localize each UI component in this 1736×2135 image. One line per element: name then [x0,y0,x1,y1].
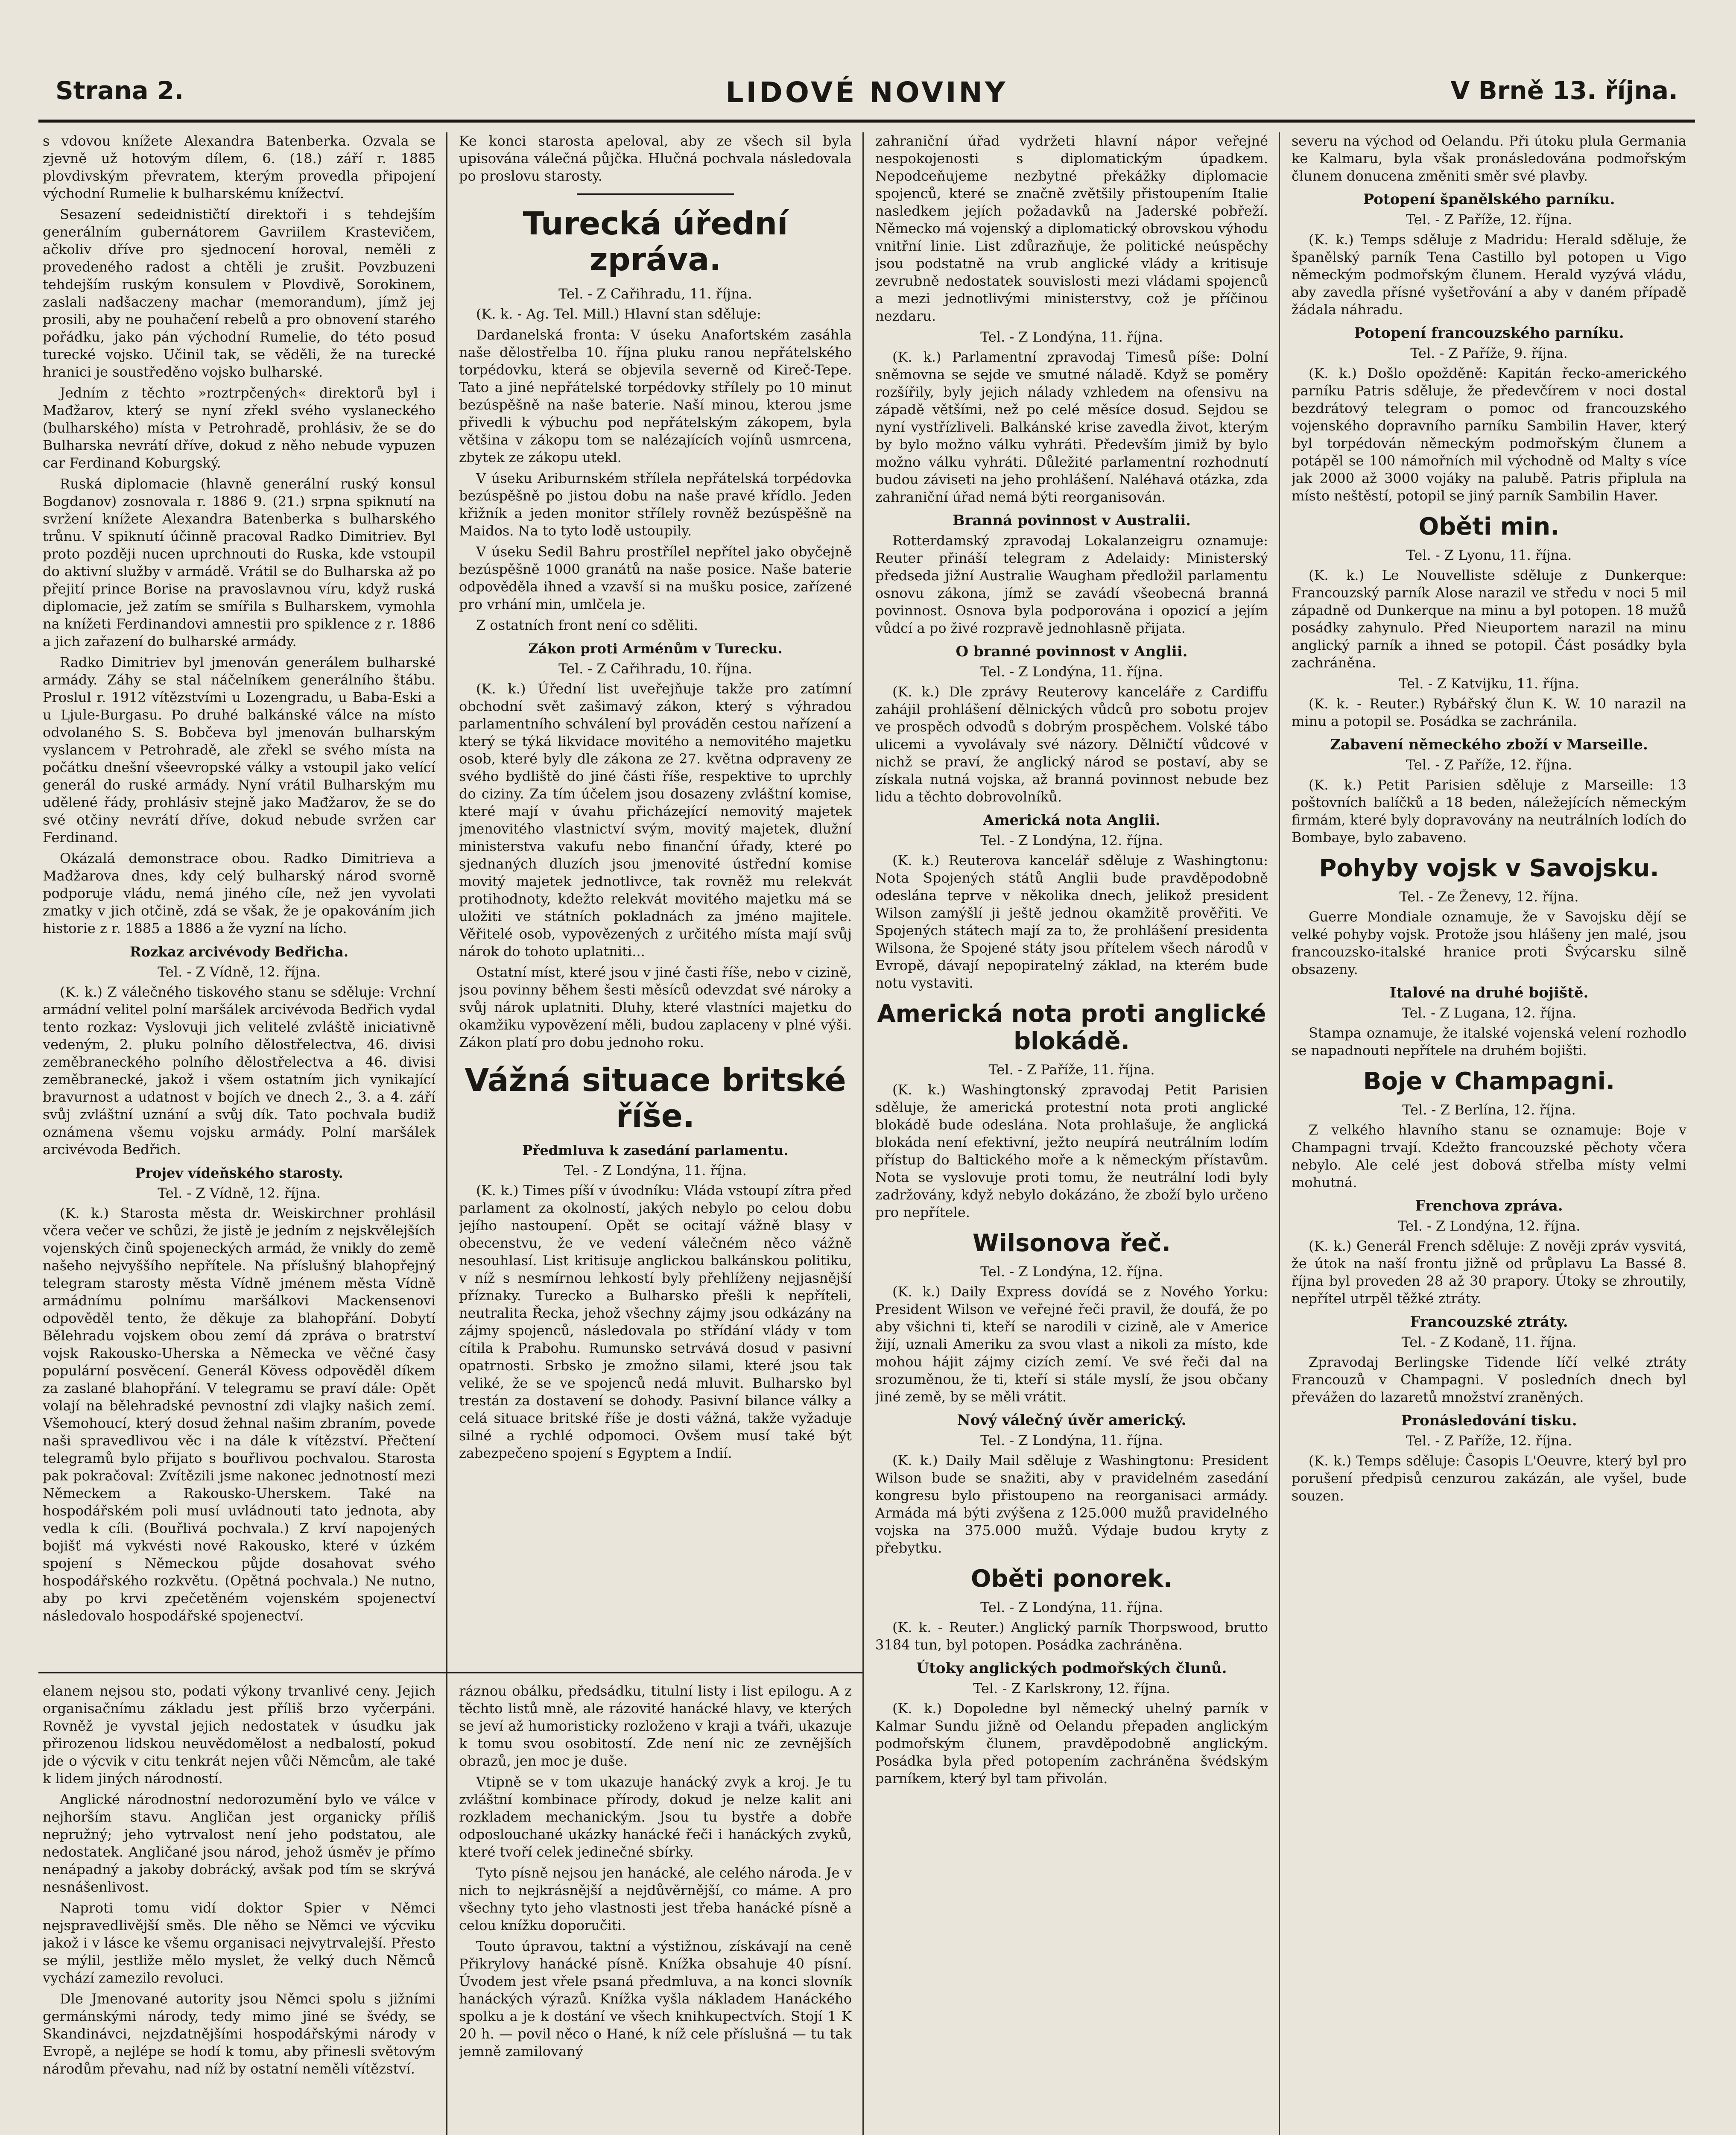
column-2 [459,132,852,1665]
dateline: Tel. - Z Berlína, 12. října. [1402,1102,1576,1118]
headline-turkish-report: Turecká úřední zpráva. [523,205,788,278]
paragraph: (K. k.) Dle zprávy Reuterovy kanceláře z Cardiffu zahájil prohlášení dělnických vůdců pro sobotu projev ve prospěch odvodů s dobrým prospěchem. Volské tábo ulicemi a vyvolávaly své názory. Dělničtí vůdcové v nichž se praví, že anglický národ se postaví, aby se získala nutná vojska, až branná povinnost nebude bez lidu a těchto dobrovolníků. [875,684,1268,805]
dateline: Tel. - Ze Ženevy, 12. října. [1399,889,1579,905]
paragraph: s vdovou knížete Alexandra Batenberka. Ozvala se zjevně už hotovým dílem, 6. (18.) září r. 1885 plovdivským převratem, kterým provedla připojení východní Rumelie k bulharskému knížectví. [43,133,435,202]
dateline: Tel. - Z Londýna, 11. října. [980,1599,1163,1615]
paragraph: Guerre Mondiale oznamuje, že v Savojsku dějí se velké pohyby vojsk. Protože jsou hlášeny jen malé, jsou francouzsko-italské hranice proti Švýcarsku silně obsazeny. [1292,909,1686,977]
column-1 [43,132,435,1665]
paragraph: (K. k.) Daily Mail sděluje z Washingtonu: President Wilson bude se snažiti, aby v pravidelném zasedání kongresu bylo přistoupeno na reorganisaci armády. Armáda má býti zvýšena z 125.000 mužů pravidelného vojska na 375.000 mužů. Výdaje budou kryty z přebytku. [875,1452,1268,1556]
article-heading: Zabavení německého zboží v Marseille. [1330,736,1648,753]
paragraph: (K. k.) Daily Express dovídá se z Nového Yorku: President Wilson ve veřejné řeči pravil, že doufá, že po aby všichni ti, kteří se narodili v cizině, ale v Americe žijí, uznali Ameriku za svou vlast a nikoli za místo, kde mohou hájit zájmy cizích zemí. Ve své řeči dal na srozuměnou, že ti, kteří si stále myslí, že jsou občany jiné země, by se měli vrátit. [875,1284,1268,1405]
masthead [38,68,1695,123]
dateline: Tel. - Z Vídně, 12. října. [158,964,321,980]
page-number: Strana 2. [56,76,184,105]
dateline: Tel. - Z Londýna, 11. října. [564,1162,747,1179]
paragraph: (K. k. - Ag. Tel. Mill.) Hlavní stan sděluje: [476,306,761,322]
paragraph: (K. k.) Washingtonský zpravodaj Petit Parisien sděluje, že americká protestní nota proti anglické blokádě bude odeslána. Nota prohlašuje, že anglická blokáda není efektivní, ježto neupírá neutrálním lodím přístup do Baltického moře a k německým přístavům. Nota se vyslovuje proti tomu, že neutrální lodi byly zadržovány, když nebylo dokázáno, že zboží bylo určeno pro nepřítele. [875,1082,1268,1220]
column-rule [446,132,447,2135]
article-heading: Útoky anglických podmořských člunů. [916,1660,1227,1677]
paragraph: Jedním z těchto »roztrpčených« direktorů byl i Mađžarov, který se nyní zřekl svého vyslaneckého (bulharského) místa v Petrohradě, prohlásiv, že se do Bulharska nevrátí dříve, dokud z něho nebude vypuzen car Ferdinand Koburgský. [43,385,435,471]
lower-column-1 [43,1682,435,2135]
paragraph: Tyto písně nejsou jen hanácké, ale celého národa. Je v nich to nejkrásnější a nejdůvěrnější, co máme. A pro všechny tyto jeho vlastnosti jest třeba hanácké písně a celou knížku doporučiti. [459,1865,852,1933]
paragraph: Rotterdamský zpravodaj Lokalanzeigru oznamuje: Reuter přináší telegram z Adelaidy: Ministerský předseda jižní Australie Waugham předložil parlamentu osnovu zákona, jímž se zavádí všeobecná branná povinnost. Osnova byla podporována i opozicí a jejím vůdcí a po živé rozpravě jednohlasně přijata. [875,532,1268,636]
dateline: Tel. - Z Paříže, 12. října. [1406,211,1572,228]
paragraph: Zpravodaj Berlingske Tidende líčí velké ztráty Francouzů v Champagni. V posledních dnech byl převážen do lazaretů množství zraněných. [1292,1354,1686,1405]
article-heading: Rozkaz arcivévody Bedřicha. [130,944,348,960]
divider [577,193,734,195]
dateline: Tel. - Z Londýna, 11. října. [980,329,1163,345]
headline-savoy-movements: Pohyby vojsk v Savojsku. [1319,854,1659,882]
paragraph: Z ostatních front není co sděliti. [476,617,698,633]
paragraph: (K. k.) Reuterova kancelář sděluje z Washingtonu: Nota Spojených států Anglii bude pravděpodobně odeslána teprve v několika dnech, jelikož president Wilson zamýšlí ji ještě jednou okamžitě prověřiti. Ve Spojených státech mají za to, že prohlášení presidenta Wilsona, že Spojené státy jsou přítelem všech národů v Evropě, dávají nepopiratelný základ, na kterém bude notu vystaviti. [875,852,1268,991]
dateline: Tel. - Z Londýna, 11. října. [980,1432,1163,1448]
article-heading: Nový válečný úvěr americký. [957,1412,1187,1429]
paragraph: Ke konci starosta apeloval, aby ze všech sil byla upisována válečná půjčka. Hlučná pochvala následovala po proslovu starosty. [459,133,852,184]
column-4 [1292,132,1686,2135]
dateline: Tel. - Z Paříže, 9. října. [1410,345,1568,361]
dateline: Tel. - Z Kodaně, 11. října. [1401,1334,1577,1350]
paragraph: Dle Jmenované autority jsou Němci spolu s jižními germánskými národy, tedy mimo jiné se švédy, se Skandinávci, nejzdatnějšími hospodářskými národy v Evropě, a nejlépe se hodí k tomu, aby přinesli světovým národům převahu, nad níž by ostatní neměli vítězství. [43,1991,435,2077]
dateline: Tel. - Z Lugana, 12. října. [1401,1005,1577,1021]
paragraph: Dardanelská fronta: V úseku Anafortském zasáhla naše dělostřelba 10. října pluku ranou nepřátelského torpédovku, která se objevila severně od Kireč-Tepe. Tato a jiné nepřátelské torpédovky střílely po 10 minut bezúspěšně na naše baterie. Naší minou, kterou jsme přivedli k výbuchu pod nepřátelským zákopem, byla většina v zákopu tom se nalézajících vojínů usmrcena, zbytek ze zákopu utekl. [459,327,852,465]
dateline: Tel. - Z Paříže, 11. října. [988,1062,1155,1078]
article-heading: Zákon proti Arménům v Turecku. [528,640,783,657]
paragraph: Radko Dimitriev byl jmenován generálem bulharské armády. Záhy se stal náčelníkem generálního štábu. Proslul r. 1912 vítězstvími u Lozengradu, u Baba-Eski a u Ljule-Burgasu. Po druhé balkánské válce na místo odvolaného S. S. Bobčeva byl jmenován bulharským vyslancem v Petrohradě, ale zřekl se svého místa na počátku dnešní všeevropské války a vstoupil jako velící generál do ruské armády. Nyní vrátil Bulharským mu udělené řády, prohlásiv stejně jako Mađžarov, že se do své otčiny nevrátí dříve, dokud nebude svržen car Ferdinand. [43,654,435,845]
paragraph: (K. k.) Temps sděluje z Madridu: Herald sděluje, že španělský parník Tena Castillo byl potopen u Vigo německým podmořským člunem. Herald vyzývá vládu, aby zavedla přísné vyšetřování a aby v daném případě žádala náhradu. [1292,231,1686,318]
section-rule [38,1672,862,1673]
paragraph: Anglické národnostní nedorozumění bylo ve válce v nejhorším stavu. Angličan jest organicky příliš nepružný; jeho vytrvalost není jeho podstatou, ale nedostatek. Angličané jsou národ, jehož úsměv je přímo nenápadný a jakoby dobrácký, avšak pod tím se skrývá nesnášenlivost. [43,1791,435,1895]
dateline: Tel. - Z Katvijku, 11. října. [1399,676,1579,692]
paragraph: (K. k.) Z válečného tiskového stanu se sděluje: Vrchní armádní velitel polní maršálek arcivévoda Bedřich vydal tento rozkaz: Vyslovuji jich velitelé zvláště iniciativně vedeným, 2. pluku polního dělostřelectva, 46. divisi zeměbraneckého polního dělostřelectva a 46. divisi zeměbranecké, jakož i všem ostatním jich vynikající bravurnost a udatnost v bojích ve dnech 2., 3. a 4. září svůj zvláštní uznání a svůj dík. Tato pochvala budiž oznámena všemu vojsku armády. Polní maršálek arcivévoda Bedřich. [43,984,435,1158]
dateline: Tel. - Z Lyonu, 11. října. [1406,547,1572,563]
headline-british-situation: Vážná situace britské říše. [465,1062,846,1135]
dateline: Tel. - Z Londýna, 11. října. [980,664,1163,680]
dateline: Tel. - Z Cařihradu, 10. října. [558,661,752,677]
headline-american-note: Americká nota proti anglické blokádě. [877,1000,1266,1055]
paragraph: (K. k.) Generál French sděluje: Z nověji zpráv vysvitá, že útok na naší frontu jižně od průplavu La Bassé 8. října byl proveden 28 až 30 prapory. Útoky se zhroutily, nepřítel utrpěl těžké ztráty. [1292,1238,1686,1307]
column-3 [875,132,1268,2135]
paragraph: (K. k.) Temps sděluje: Časopis L'Oeuvre, který byl pro porušení předpisů cenzurou zakázán, ale vyšel, bude souzen. [1292,1453,1686,1504]
article-heading: Předmluva k zasedání parlamentu. [522,1142,789,1158]
dateline: Tel. - Z Paříže, 12. října. [1406,757,1572,773]
paragraph: Z velkého hlavního stanu se oznamuje: Boje v Champagni trvají. Kdežto francouzské pěchoty včera nebylo. Ale celé jest dobová střelba místy velmi mohutná. [1292,1122,1686,1190]
article-heading: O branné povinnost v Anglii. [956,643,1188,660]
article-heading: Frenchova zpráva. [1415,1197,1563,1214]
paragraph: elanem nejsou sto, podati výkony trvanlivé ceny. Jejich organisačnímu základu jest příliš brzo vyčerpáni. Rovněž je vyvstal jejich nedostatek v úsudku jak přirozenou lidskou neuvědomělost a nedbalostí, pokud jde o výcvik v citu tenkrát nejen vůči Němcům, ale také k lidem jiných národností. [43,1683,435,1787]
paragraph: (K. k. - Reuter.) Anglický parník Thorpswood, brutto 3184 tun, byl potopen. Posádka zachráněna. [875,1619,1268,1653]
paragraph: V úseku Ariburnském střílela nepřátelská torpédovka bezúspěšně po jistou dobu na naše pravé křídlo. Jeden křižník a jeden monitor střílely rovněž bezúspěšně na Maidos. Na to tyto lodě ustoupily. [459,470,852,539]
dateline: Tel. - Z Paříže, 12. října. [1406,1433,1572,1449]
article-heading: Pronásledování tisku. [1401,1412,1577,1429]
lower-column-2 [459,1682,852,2135]
paragraph: Stampa oznamuje, že italské vojenská velení rozhodlo se napadnouti nepřítele na druhém bojišti. [1292,1025,1686,1059]
paragraph: zahraniční úřad vydržeti hlavní nápor veřejné nespokojenosti s diplomatickým úpadkem. Nepodceňujeme nezbytné překážky diplomacie spojenců, které se značně zvětšily přistoupením Italie nasledkem jejích požadavků na Jaderské pobřeží. Německo má vojenský a diplomatický obrovskou výhodu vnitřní linie. List zdůrazňuje, že politické neúspěchy jsou podstatně na vrub anglické vlády a kritisuje zevrubně nedostatek souvislosti mezi vládami spojenců a mezi jednotlivými ministerstvy, což je příčinou nezdaru. [875,133,1268,324]
dateline: Tel. - Z Vídně, 12. října. [158,1185,321,1201]
paragraph: (K. k.) Le Nouvelliste sděluje z Dunkerque: Francouzský parník Alose narazil ve středu v noci 5 mil západně od Dunkerque na minu a byl potopen. 18 mužů posádky zahynulo. Před Nieuportem narazil na minu anglický parník a ihned se potopil. Část posádky byla zachráněna. [1292,567,1686,671]
dateline: Tel. - Z Londýna, 12. října. [980,832,1163,848]
paragraph: severu na východ od Oelandu. Při útoku plula Germania ke Kalmaru, byla však pronásledována podmořským člunem donucena změniti směr své plavby. [1292,133,1686,184]
column-rule [862,132,864,2135]
paragraph: Touto úpravou, taktní a výstižnou, získávají na ceně Přikrylovy hanácké písně. Knížka obsahuje 40 písní. Úvodem jest vřele psaná předmluva, a na konci slovník hanáckých výrazů. Knížka vyšla nákladem Hanáckého spolku a je k dostání ve všech knihkupectvích. Stojí 1 K 20 h. — povil něco o Hané, k níž cele příslušná — tu tak jemně zamilovaný [459,1938,852,2059]
paragraph: Sesazení sedeidnističtí direktoři i s tehdejším generálním gubernátorem Gavriilem Krastevičem, ačkoliv dříve pro sjednocení horoval, neměli z provedeného radost a chtěli je zrušit. Povzbuzeni tehdejším ruským konsulem v Plovdivě, Sorokinem, zaslali nadšaczeny machar (memorandum), jímž jej prosili, aby ne pouhačení rebelů a pro obnovení starého pořádku, jako pán východní Rumelie, do této posud turecké vojsko. Učinil tak, se věděli, že na turecké hranici je soustředěno vojsko bulharské. [43,206,435,380]
paragraph: (K. k.) Parlamentní zpravodaj Timesů píše: Dolní sněmovna se sejde ve smutné náladě. Když se poměry rozšířily, byly jejich nálady vzhledem na ofensivu na západě většími, než po celé měsíce dosud. Sejdou se nyní vystřízliveli. Balkánské krise zavedla život, kterým by bylo možno válku vyhráti. Především jimiž by bylo možno válku vyhráti. Důležité parlamentní rozhodnutí budou záviseti na jeho prohlášení. Naléhavá otázka, zda zahraniční úřad nemá býti reorganisován. [875,349,1268,505]
paragraph: (K. k.) Došlo opožděně: Kapitán řecko-amerického parníku Patris sděluje, že předevčírem v noci dostal bezdrátový telegram o pomoc od francouzského vojenského dopravního parníku Sambilin Haver, který byl torpédován německým podmořským člunem a potápěl se 100 námořních mil východně od Malty s více jak 2000 až 3000 vojáky na palubě. Patris připlula na místo neštěstí, potopil se jiný parník Sambilin Haver. [1292,365,1686,504]
paragraph: Vtipně se v tom ukazuje hanácký zvyk a kroj. Je tu zvláštní kombinace přírody, dokud je nelze kalit ani rozkladem mechanickým. Jsou tu bystře a dobře odposlouchané ukázky hanácké řeči i hanáckých zvyků, které tvoří celek jedinečné sbírky. [459,1774,852,1860]
article-heading: Branná povinnost v Australii. [953,512,1191,529]
dateline: Tel. - Z Karlskrony, 12. října. [973,1680,1170,1696]
article-heading: Potopení francouzského parníku. [1354,325,1624,342]
article-heading: Projev vídeňského starosty. [135,1165,343,1181]
paragraph: (K. k.) Petit Parisien sděluje z Marseille: 13 poštovních balíčků a 18 beden, náležejících německým firmám, které byly dopravovány na neutrálních lodích do Bombaye, bylo zabaveno. [1292,777,1686,845]
headline-wilson-speech: Wilsonova řeč. [972,1229,1171,1257]
paragraph: (K. k. - Reuter.) Rybářský člun K. W. 10 narazil na minu a potopil se. Posádka se zachránila. [1292,696,1686,729]
paragraph: Naproti tomu vidí doktor Spier v Němci nejspravedlivější směs. Dle něho se Němci ve výcviku jakož i v lásce ke všemu organisaci nejvytrvalejší. Přesto se mýlil, jestliže mělo myslet, že velký duch Němců vychází zamezilo revoluci. [43,1900,435,1986]
issue-date: V Brně 13. října. [1450,76,1678,105]
newspaper-page [38,68,1695,2135]
article-heading: Americká nota Anglii. [983,812,1160,829]
article-heading: Francouzské ztráty. [1410,1313,1568,1331]
headline-mine-victims: Oběti min. [1418,513,1560,541]
column-rule [1279,132,1280,2135]
paragraph: Okázalá demonstrace obou. Radko Dimitrieva a Mađžarova dnes, kdy celý bulharský národ svorně podporuje vládu, nemá jiného cíle, než jen vyvolati zmatky v jich otčině, zdá se však, že je opakováním jich historie z r. 1885 a 1886 a že vyzní na lícho. [43,850,435,936]
headline-submarine-victims: Oběti ponorek. [970,1565,1173,1593]
paragraph: (K. k.) Starosta města dr. Weiskirchner prohlásil včera večer ve schůzi, že jistě je jedním z nejskvělejších vojenských činů spojeneckých armád, že vnikly do země našeho nejvyššího nepřítele. Na příslušný blahopřejný telegram starosty města Vídně jménem města Vídně armádnímu polnímu maršálkovi Mackensenovi odpověděl tento, že děkuje za blahopřání. Dobytí Bělehradu vojskem obou zemí dá zpráva o bratrství vojsk Rakousko-Uherska a Německa ve věčné časy populární posvěcení. Generál Kövess odpověděl díkem za zaslané blahopřání. V telegramu se praví dále: Opět volají na bělehradské pevnostní zdi vlajky našich zemí. Všemohoucí, který dosud žehnal našim zbraním, povede naši spravedlivou věc i na dále k vítězství. Přečtení telegramů bylo přijato s bouřlivou pochvalou. Starosta pak pokračoval: Zvítězili jsme nakonec jednotností mezi Německem a Rakousko-Uherskem. Také na hospodářském poli musí uvládnouti tato jednota, aby vedla k cíli. (Bouřlivá pochvala.) Z krví napojených bojišť má vykvésti nové Rakousko, které v úzkém spojení s Německou půjde dosahovat svého hospodářského rozkvětu. (Opětná pochvala.) Ne nutno, aby po krvi zpečetěném vojenském spojenectví následovalo hospodářské spojenectví. [43,1205,435,1624]
headline-champagne-battles: Boje v Champagni. [1363,1068,1615,1095]
dateline: Tel. - Z Londýna, 12. října. [980,1263,1163,1280]
paragraph: (K. k.) Úřední list uveřejňuje takže pro zatímní obchodní svět zašimavý zákon, který s výhradou parlamentního schválení byl prováděn cestou nařízení a který se týká likvidace movitého a nemovitého majetku osob, které byly dle zákona ze 27. května odpraveny ze svého bydliště do jiné části říše, respektive to uprchly do ciziny. Za tím účelem jsou dosazeny zvláštní komise, které mají v úvahu přicházející nemovitý majetek jmenovitého vlastnictví svým, movitý majetek, dlužní ministerstva vakufu nebo finanční úřady, které po sjednaných dluzích jsou jmenovité ústřední komise movitý majetek jednotlivce, tak rovněž mu relekvát protihodnoty, kdežto relekvát movitého majetku má se uložiti ve státních pokladnách za jméno majitele. Věřitelé osob, vypovězených z určitého místa mají svůj nárok do tohoto uplatniti... [459,681,852,959]
dateline: Tel. - Z Londýna, 12. října. [1397,1218,1581,1234]
paragraph: V úseku Sedil Bahru prostřílel nepřítel jako obyčejně bezúspěšně 1000 granátů na naše posice. Naše baterie odpověděla ihned a vzavší si na mušku posice, zařízené pro vrhání min, umlčela je. [459,544,852,612]
paragraph: (K. k.) Times píší v úvodníku: Vláda vstoupí zítra před parlament za okolností, jakých nebylo po celou dobu jejího nastoupení. Opět se ocitají vážně blasy v obecenstvu, že ve vedení válečném něco vážně nesouhlasí. List kritisuje anglickou balkánskou politiku, v níž s nesmírnou lehkostí byly přehlíženy nejjasnější příznaky. Turecko a Bulharsko přešli k nepříteli, neutralita Řecka, jehož všechny zájmy jsou odkázány na zájmy spojenců, následovala po střídání vlády v tom cítila k Prabohu. Rumunsko setrvává dosud v pasivní opatrnosti. Srbsko je zmožno silami, které jsou tak veliké, že se ve spojenců nedá mluvit. Bulharsko byl trestán za dostavení se dohody. Pasivní bilance války a celá situace britské říše je dosti vážná, takže vyžaduje silné a rychlé odpomoci. Ovšem musí také být zabezpečeno spojení s Egyptem a Indií. [459,1182,852,1461]
article-heading: Potopení španělského parníku. [1363,191,1615,208]
paragraph: ráznou obálku, předsádku, titulní listy i list epilogu. A z těchto listů mně, ale rázovité hanácké hlavy, ve kterých se jeví až humoristicky rozloženo v kraji a tváři, ukazuje k tomu svou osobitostí. Zde není nic ze zevnějších obrazů, jen moc je duše. [459,1683,852,1769]
paragraph: Ruská diplomacie (hlavně generální ruský konsul Bogdanov) zosnovala r. 1886 9. (21.) srpna spiknutí na svržení knížete Alexandra Batenberka s bulharského trůnu. V spiknutí účinně pracoval Radko Dimitriev. Byl proto později nucen uprchnouti do Ruska, kde vstoupil do aktivní služby v armádě. Vrátil se do Bulharska až po přejití prince Borise na pravoslavnou víru, když ruská diplomacie, jež zatím se smířila s Bulharskem, vymohla na knížeti Ferdinandovi amnestii pro spiklence z r. 1886 a jich zařazení do bulharské armády. [43,476,435,649]
dateline: Tel. - Z Cařihradu, 11. října. [558,286,752,302]
paragraph: Ostatní míst, které jsou v jiné časti říše, nebo v cizině, jsou povinny během šesti měsíců odevzdat své nároky a svůj nárok uplatniti. Dluhy, které vlastníci majetku do okamžiku vypovězení měli, budou zaplaceny v plné výši. Zákon platí pro dobu jednoho roku. [459,964,852,1050]
article-heading: Italové na druhé bojiště. [1389,984,1589,1001]
newspaper-title: LIDOVÉ NOVINY [725,76,1008,109]
paragraph: (K. k.) Dopoledne byl německý uhelný parník v Kalmar Sundu jižně od Oelandu přepaden anglickým podmořským člunem, pravděpodobně anglickým. Posádka byla před potopením zachráněna švédským parníkem, který byl tam přivolán. [875,1700,1268,1787]
